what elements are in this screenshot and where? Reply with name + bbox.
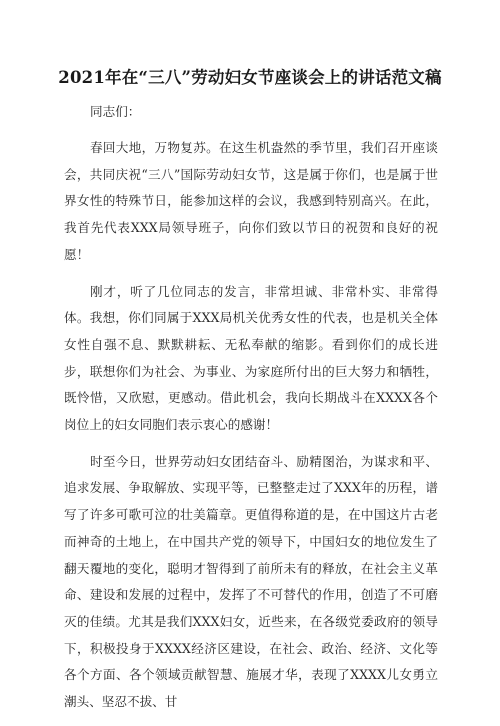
document-title: 2021年在“三八”劳动妇女节座谈会上的讲话范文稿 xyxy=(58,68,442,87)
paragraph-thanks: 刚才，听了几位同志的发言，非常坦诚、非常朴实、非常得体。我想，你们同属于XXX局机关优秀女性的代表，也是机关全体女性自强不息、默默耕耘、无私奉献的缩影。看到你们的成长进步，联想你们为社会、为事业、为家庭所付出的巨大努力和牺牲，既怜惜，又欣慰，更感动。借此机会，我向长期战斗在XXXX各个岗位上的妇女同胞们表示衷心的感谢！ xyxy=(64,283,438,433)
paragraph-opening: 春回大地，万物复苏。在这生机盎然的季节里，我们召开座谈会，共同庆祝“三八”国际劳动妇女节，这是属于你们，也是属于世界女性的特殊节日，能参加这样的会议，我感到特别高兴。在此，我首先代表XXX局领导班子，向你们致以节日的祝贺和良好的祝愿！ xyxy=(64,140,438,262)
greeting: 同志们： xyxy=(90,104,141,119)
document-body xyxy=(64,98,438,726)
paragraph-history: 时至今日，世界劳动妇女团结奋斗、励精图治，为谋求和平、追求发展、争取解放、实现平等，已整整走过了XXX年的历程，谱写了许多可歌可泣的壮美篇章。更值得称道的是，在中国这片古老而神奇的土地上，在中国共产党的领导下，中国妇女的地位发生了翻天覆地的变化，聪明才智得到了前所未有的释放，在社会主义革命、建设和发展的过程中，发挥了不可替代的作用，创造了不可磨灭的佳绩。尤其是我们XXX妇女，近些来，在各级党委政府的领导下，积极投身于XXXX经济区建设，在社会、政治、经济、文化等各个方面、各个领域贡献智慧、施展才华，表现了XXXX儿女勇立潮头、坚忍不拔、甘 xyxy=(64,453,438,710)
